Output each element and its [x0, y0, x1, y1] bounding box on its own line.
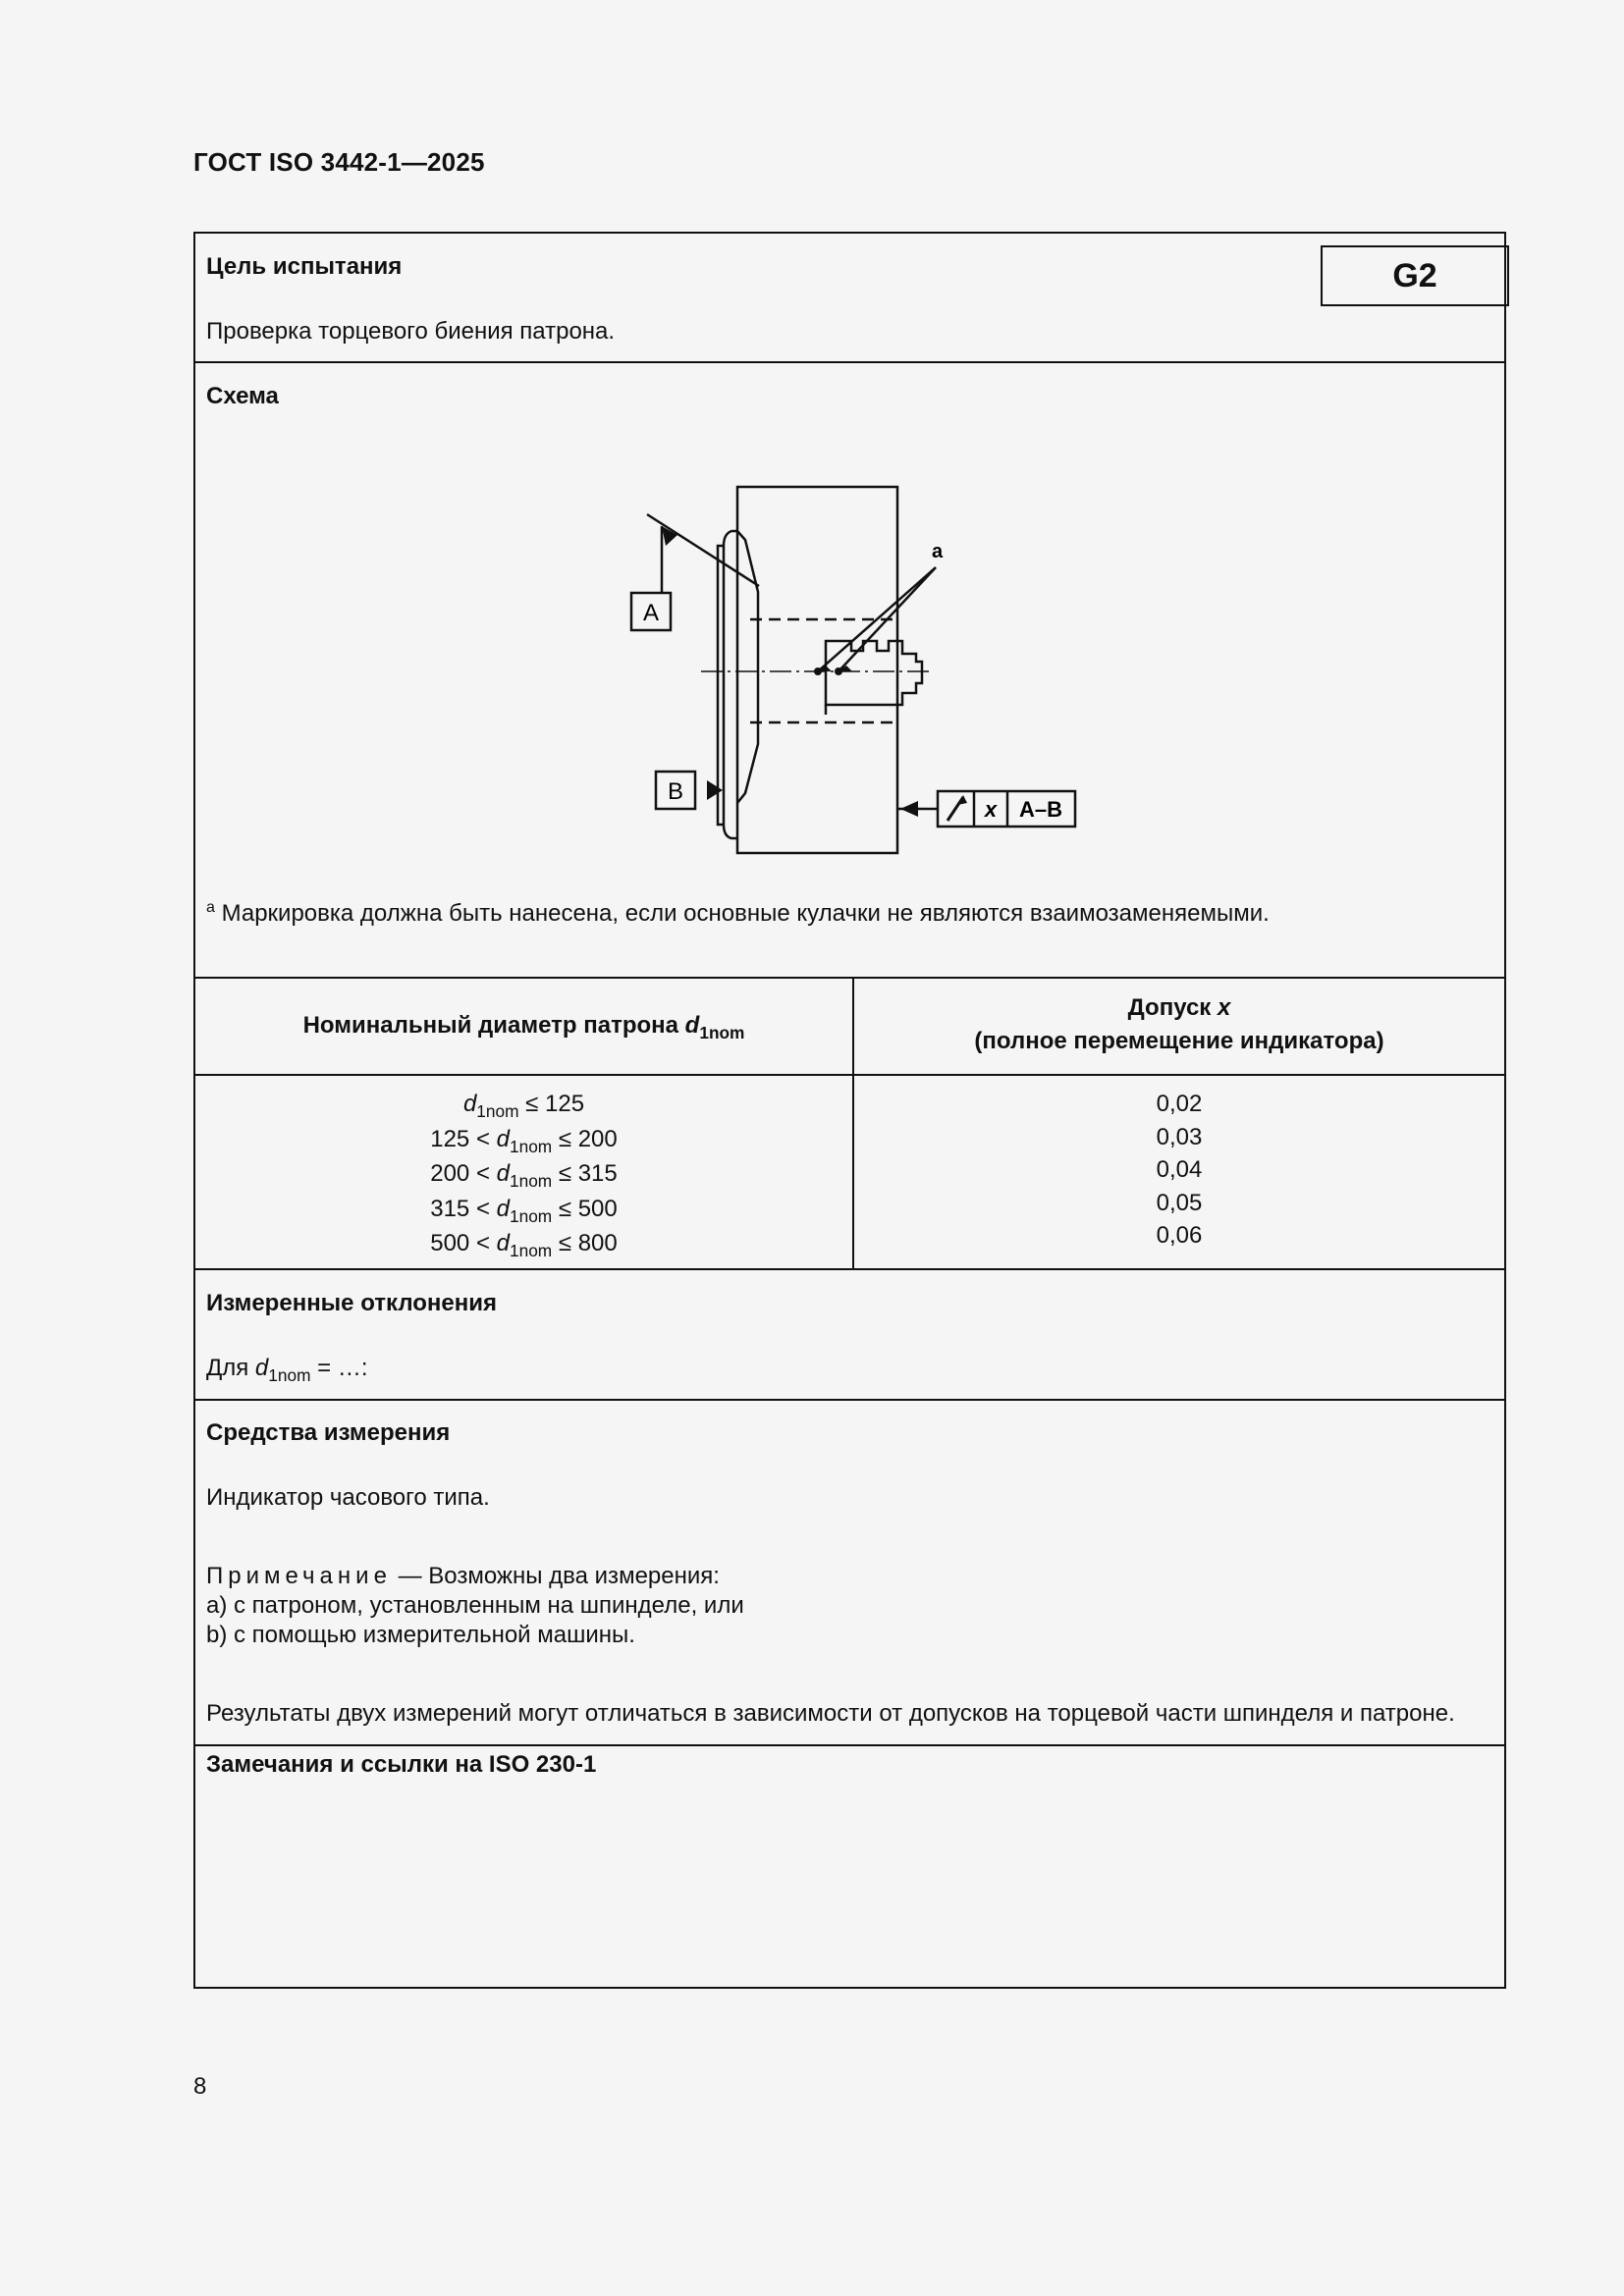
note-label: Примечание — [206, 1563, 392, 1589]
divider — [195, 1399, 1504, 1401]
table-tolerance-column — [852, 1088, 1506, 1253]
table-diameter-column — [195, 1088, 852, 1262]
col2-header-var: x — [1217, 994, 1231, 1021]
scheme-heading: Схема — [206, 383, 279, 409]
note-item-b: b) с помощью измерительной машины. — [206, 1622, 635, 1648]
col2-header-line2: (полное перемещение индикатора) — [974, 1028, 1384, 1054]
divider — [195, 1268, 1504, 1270]
note-text: — Возможны два измерения: — [391, 1563, 720, 1589]
col2-header-line1: Допуск — [1127, 994, 1212, 1021]
col1-header-var: d — [684, 1012, 700, 1039]
table-row: $d_{1nom} \le 125$ — [462, 1091, 585, 1122]
divider — [195, 1744, 1504, 1746]
instruments-result: Результаты двух измерений могут отличаться в зависимости от допусков на торцевой части шпинделя и патроне. — [206, 1700, 1455, 1727]
table-row: $200 < d_{1nom} \le 315$ — [430, 1160, 618, 1192]
table-row: $315 < d_{1nom} \le 500$ — [430, 1195, 618, 1226]
datum-b-triangle — [707, 780, 723, 800]
document-header: ГОСТ ISO 3442-1—2025 — [193, 147, 485, 177]
tolerance-value-x: x — [984, 797, 998, 822]
divider — [195, 1074, 1504, 1076]
page-number: 8 — [193, 2073, 207, 2100]
table-row: $125 < d_{1nom} \le 200$ — [430, 1125, 618, 1156]
marking-label: a — [932, 541, 944, 562]
col1-header-sub: 1nom — [699, 1023, 745, 1043]
remarks-heading: Замечания и ссылки на ISO 230-1 — [206, 1751, 597, 1778]
datum-b-label: B — [667, 778, 684, 805]
col1-header-text: Номинальный диаметр патрона — [302, 1012, 678, 1039]
tolerance-datum-ref: A–B — [1018, 797, 1063, 822]
measured-heading: Измеренные отклонения — [206, 1290, 498, 1316]
runout-symbol-icon — [947, 795, 967, 821]
tolerance-cell: 0,04 — [1156, 1156, 1203, 1183]
note-item-a: a) с патроном, установленным на шпинделе, или — [206, 1592, 744, 1619]
measured-line: Для $d_{1nom}$ = …: — [206, 1355, 368, 1386]
purpose-text: Проверка торцевого биения патрона. — [206, 318, 616, 345]
datum-a-leader — [647, 514, 759, 586]
table-col2-header — [852, 991, 1506, 1058]
test-sheet-frame — [193, 232, 1506, 1989]
scheme-footnote — [206, 899, 1270, 928]
tolerance-cell: 0,06 — [1156, 1222, 1203, 1249]
divider — [195, 977, 1504, 979]
tolerance-cell: 0,05 — [1156, 1189, 1203, 1216]
instruments-heading: Средства измерения — [206, 1419, 451, 1446]
tolerance-cell: 0,03 — [1156, 1123, 1203, 1150]
instruments-text: Индикатор часового типа. — [206, 1484, 490, 1511]
footnote-text: Маркировка должна быть нанесена, если основные кулачки не являются взаимозаменяемыми. — [221, 900, 1270, 927]
datum-a-label: A — [642, 600, 660, 626]
instruments-note — [206, 1563, 720, 1590]
tolerance-cell: 0,02 — [1156, 1091, 1203, 1117]
test-code: G2 — [1392, 256, 1437, 294]
scheme-diagram — [195, 234, 1504, 901]
footnote-mark: a — [206, 899, 215, 916]
spindle-flange — [724, 531, 737, 838]
table-row: $500 < d_{1nom} \le 800$ — [430, 1230, 618, 1261]
purpose-heading: Цель испытания — [206, 253, 403, 280]
tolerance-arrow — [900, 801, 918, 817]
table-col1-header — [195, 1009, 852, 1043]
